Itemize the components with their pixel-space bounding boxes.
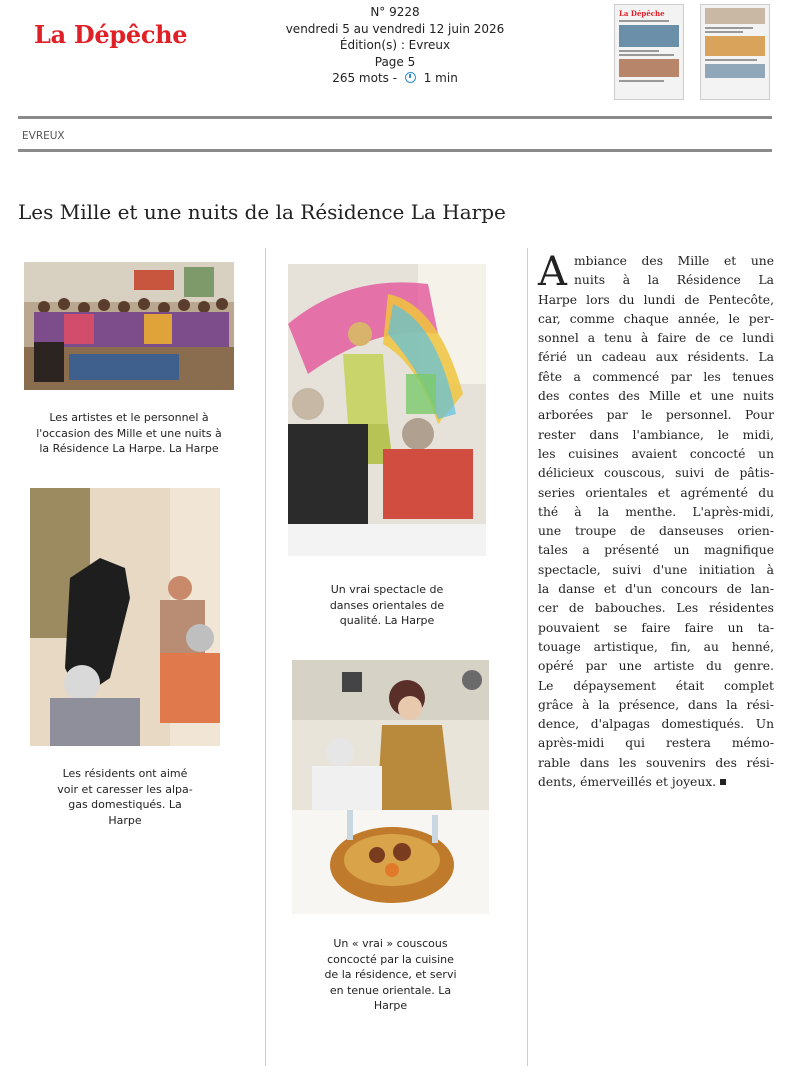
section-rule-top — [18, 116, 772, 119]
thumbnail-photo — [705, 64, 765, 78]
photo-group-artists-staff — [24, 262, 234, 390]
article-line: des contes des Mille et une nuits — [538, 389, 774, 404]
word-count: 265 mots - — [332, 71, 398, 85]
issue-dates: vendredi 5 au vendredi 12 juin 2026 — [285, 21, 505, 36]
photo-alpaca-residents — [30, 488, 220, 746]
clock-icon — [405, 72, 416, 83]
article-line-final: dents, émerveillés et joyeux. — [538, 773, 774, 792]
article-headline: Les Mille et une nuits de la Résidence La Harpe — [18, 200, 506, 224]
issue-metadata — [230, 4, 560, 87]
article-line: rester dans l'ambiance, le midi, — [538, 427, 774, 442]
article-line: une troupe de danseuses orien- — [538, 524, 774, 539]
photo-oriental-dance — [288, 264, 486, 556]
article-line: spectacle, suivi d'une initiation à — [538, 562, 774, 577]
caption-couscous-photo: Un « vrai » couscous concocté par la cuisine de la résidence, et servi en tenue orientale. La Harpe — [324, 937, 457, 1012]
column-divider — [265, 248, 266, 1066]
article-line: rable dans les souvenirs des rési- — [538, 755, 774, 770]
caption-alpaca-photo: Les résidents ont aimé voir et caresser les alpa- gas domestiqués. La Harpe — [57, 767, 193, 827]
end-of-article-icon — [720, 779, 726, 785]
article-line: cer de babouches. Les résidentes — [538, 601, 774, 616]
article-body — [538, 249, 774, 792]
article-line: délicieux couscous, suivi de pâtis- — [538, 466, 774, 481]
article-line: après-midi qui restera mémo- — [538, 736, 774, 751]
edition: Édition(s) : Evreux — [339, 38, 451, 52]
thumbnail-photo — [705, 36, 765, 56]
article-line: les cuisines avaient concocté un — [538, 446, 774, 461]
newspaper-logo: La Dépêche — [34, 20, 188, 49]
article-line: tales a présenté un magnifique — [538, 543, 774, 558]
page-thumbnail-front[interactable] — [614, 4, 684, 100]
issue-number: N° 9228 — [370, 5, 420, 19]
article-line: dence, d'alpagas domestiqués. Un — [538, 717, 774, 732]
article-line: nuits à la Résidence La — [574, 273, 774, 288]
column-divider — [527, 248, 528, 1066]
article-line: touage artistique, fin, au henné, — [538, 639, 774, 654]
thumbnail-photo — [619, 25, 679, 47]
article-line: series orientales et agrémenté du — [538, 485, 774, 500]
drop-cap: A — [538, 249, 567, 295]
caption-group-photo: Les artistes et le personnel à l'occasion des Mille et une nuits à la Résidence La Harpe. La Harpe — [36, 411, 222, 455]
article-line: fête a commencé par les tenues — [538, 369, 774, 384]
caption-dance-photo: Un vrai spectacle de danses orientales de qualité. La Harpe — [329, 583, 445, 627]
thumbnail-logo: La Dépêche — [619, 9, 665, 18]
section-rule-bottom — [18, 149, 772, 152]
article-line: grâce à la présence, dans la rési- — [538, 697, 774, 712]
page-thumbnail-page5[interactable] — [700, 4, 770, 100]
read-time: 1 min — [423, 71, 458, 85]
article-line: férié un cadeau aux résidents. La — [538, 350, 774, 365]
article-line: arborées par le personnel. Pour — [538, 408, 774, 423]
reading-info — [230, 70, 560, 87]
photo-couscous — [292, 660, 489, 914]
article-line: car, comme chaque année, le per- — [538, 311, 774, 326]
page-number: Page 5 — [374, 54, 416, 69]
article-line: Harpe lors du lundi de Pentecôte, — [538, 292, 774, 307]
article-line: pouvaient se faire faire un ta- — [538, 620, 774, 635]
thumbnail-photo — [705, 8, 765, 24]
article-line: mbiance des Mille et une — [574, 254, 774, 268]
article-line: sonnel a tenu à faire de ce lundi — [538, 331, 774, 346]
article-line: Le dépaysement était complet — [538, 678, 774, 693]
article-line: opéré par une artiste du genre. — [538, 659, 774, 674]
article-line: thé à la menthe. L'après-midi, — [538, 504, 774, 519]
section-label: EVREUX — [22, 130, 65, 142]
article-line: la danse et d'un concours de lan- — [538, 582, 774, 597]
thumbnail-photo — [619, 59, 679, 77]
